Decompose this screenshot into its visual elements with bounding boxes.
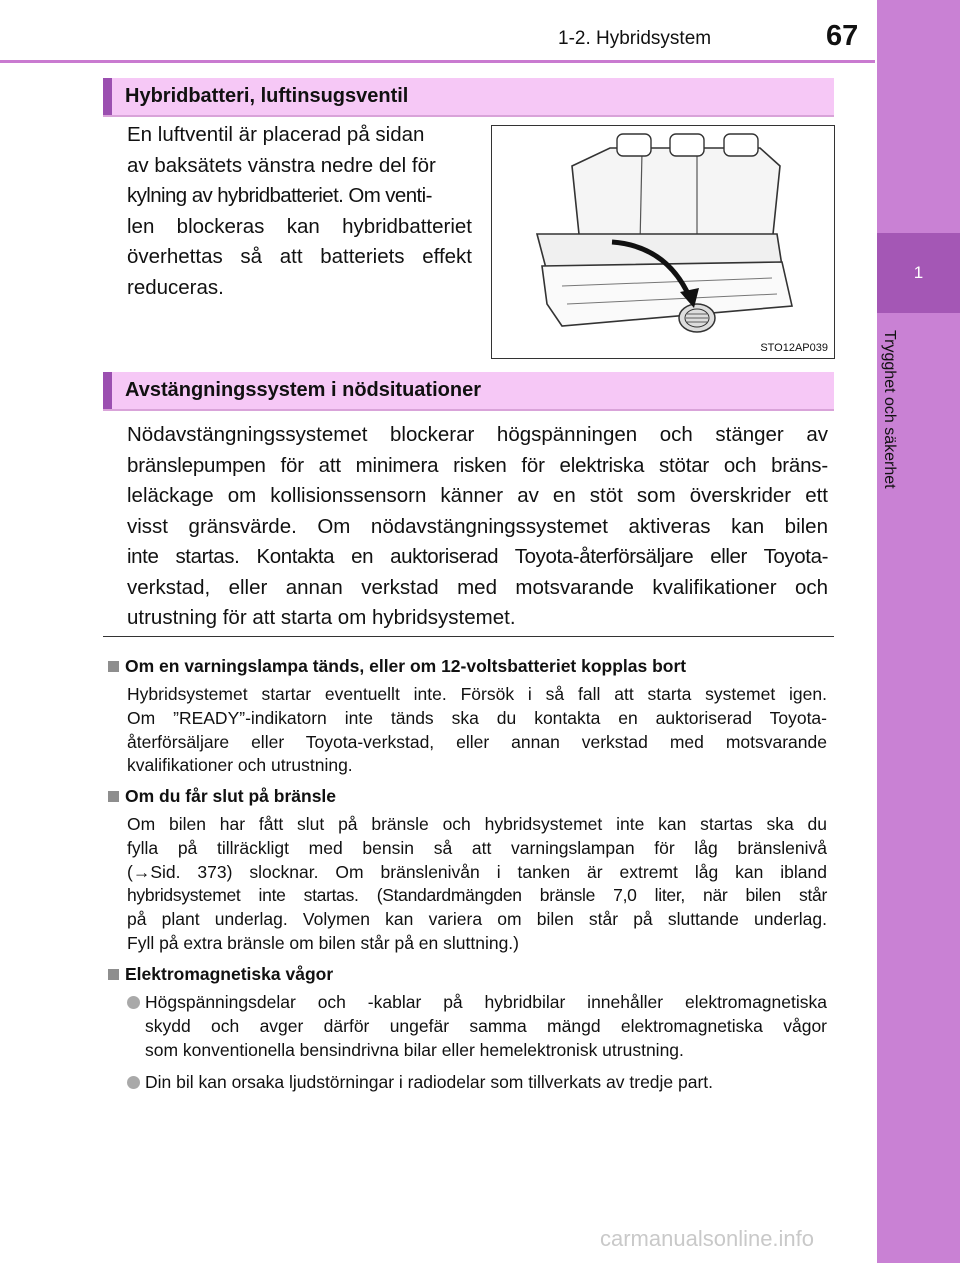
- text-line: verkstad, eller annan verkstad med motsvarande kvalifikationer och: [127, 575, 828, 599]
- note-body: [127, 813, 827, 956]
- section-heading-bar: [103, 372, 834, 411]
- list-item-text: Din bil kan orsaka ljudstörningar i radiodelar som tillverkats av tredje part.: [145, 1072, 714, 1092]
- text-line: Hybridsystemet startar eventuellt inte. Försök i så fall att starta systemet igen.: [127, 684, 827, 704]
- section-heading-bar: [103, 78, 834, 117]
- text-line: En luftventil är placerad på sidan: [127, 123, 425, 146]
- text-line: bränslepumpen för att minimera risken för elektriska stötar och bräns-: [127, 453, 828, 477]
- text-line: kvalifikationer och utrustning.: [127, 755, 353, 776]
- notes-divider: [103, 636, 834, 637]
- note-heading-text: Elektromagnetiska vågor: [125, 964, 334, 984]
- watermark: carmanualsonline.info: [600, 1226, 815, 1251]
- note-body: [127, 683, 827, 778]
- text-line: av baksätets vänstra nedre del för: [127, 153, 436, 177]
- text-line: Nödavstängningssystemet blockerar högspänningen och stänger av: [127, 423, 828, 446]
- text-line: reduceras.: [127, 275, 224, 299]
- text-line: visst gränsvärde. Om nödavstängningssystemet aktiveras kan bilen: [127, 514, 828, 538]
- note-heading: [108, 656, 686, 677]
- note-heading-text: Om du får slut på bränsle: [125, 786, 337, 806]
- text-line: Fyll på extra bränsle om bilen står på en sluttning.): [127, 932, 519, 953]
- rear-seat-vent-icon: [492, 126, 834, 358]
- page-number: 67: [826, 20, 859, 52]
- list-item: [127, 1071, 827, 1095]
- rear-seat-illustration: [491, 125, 835, 359]
- text-line: inte startas. Kontakta en auktoriserad Toyota-återförsäljare eller Toyota-: [127, 545, 828, 568]
- section-heading-marker: [103, 78, 112, 115]
- square-bullet-icon: [108, 969, 119, 980]
- round-bullet-icon: [127, 996, 140, 1009]
- chapter-title-vertical: [880, 330, 914, 530]
- header-rule: [0, 60, 875, 63]
- text-line: utrustning för att starta om hybridsystemet.: [127, 606, 516, 629]
- text-line: på plant underlag. Volymen kan variera om bilen står på sluttande underlag.: [127, 909, 827, 930]
- text-line: fylla på tillräckligt med bensin så att varningslampan för låg bränslenivå: [127, 837, 827, 858]
- section-heading: Hybridbatteri, luftinsugsventil: [125, 85, 409, 107]
- text-line: återförsäljare eller Toyota-verkstad, eller annan verkstad med motsvarande: [127, 731, 827, 752]
- section1-paragraph: [127, 120, 472, 303]
- text-line: skydd och avger därför ungefär samma mängd elektromagnetiska vågor: [145, 1015, 827, 1036]
- section2-paragraph: [127, 420, 828, 634]
- chapter-number: 1: [877, 233, 960, 313]
- text-line: kylning av hybridbatteriet. Om venti-: [127, 184, 432, 207]
- note-heading-text: Om en varningslampa tänds, eller om 12-voltsbatteriet kopplas bort: [125, 656, 687, 676]
- chapter-side-tab: [877, 0, 960, 1263]
- text-line: len blockeras kan hybridbatteriet: [127, 214, 472, 238]
- text-line: Om bilen har fått slut på bränsle och hybridsystemet inte kan startas ska du: [127, 814, 827, 834]
- note-heading: [108, 964, 333, 985]
- text-line: hybridsystemet inte startas. (Standardmängden bränsle 7,0 liter, när bilen står: [127, 885, 827, 906]
- square-bullet-icon: [108, 791, 119, 802]
- text-line: (→Sid. 373) slocknar. Om bränslenivån i tanken är extremt låg kan ibland: [127, 861, 827, 882]
- page-section-header: 1-2. Hybridsystem: [558, 28, 712, 49]
- chapter-title: Trygghet och säkerhet: [881, 330, 898, 489]
- text-line: Om ”READY”-indikatorn inte tänds ska du kontakta en auktoriserad Toyota-: [127, 707, 827, 728]
- section-heading-marker: [103, 372, 112, 409]
- note-heading: [108, 786, 336, 807]
- figure-code: STO12AP039: [760, 342, 828, 354]
- text-line: som konventionella bensindrivna bilar eller hemelektronisk utrustning.: [145, 1039, 684, 1060]
- section-heading: Avstängningssystem i nödsituationer: [125, 379, 481, 401]
- text-line: Högspänningsdelar och -kablar på hybridbilar innehåller elektromagnetiska: [145, 992, 827, 1012]
- round-bullet-icon: [127, 1076, 140, 1089]
- text-line: leläckage om kollisionssensorn känner av en stöt som överskrider ett: [127, 484, 828, 507]
- list-item: [127, 991, 827, 1062]
- square-bullet-icon: [108, 661, 119, 672]
- text-line: överhettas så att batteriets effekt: [127, 245, 472, 268]
